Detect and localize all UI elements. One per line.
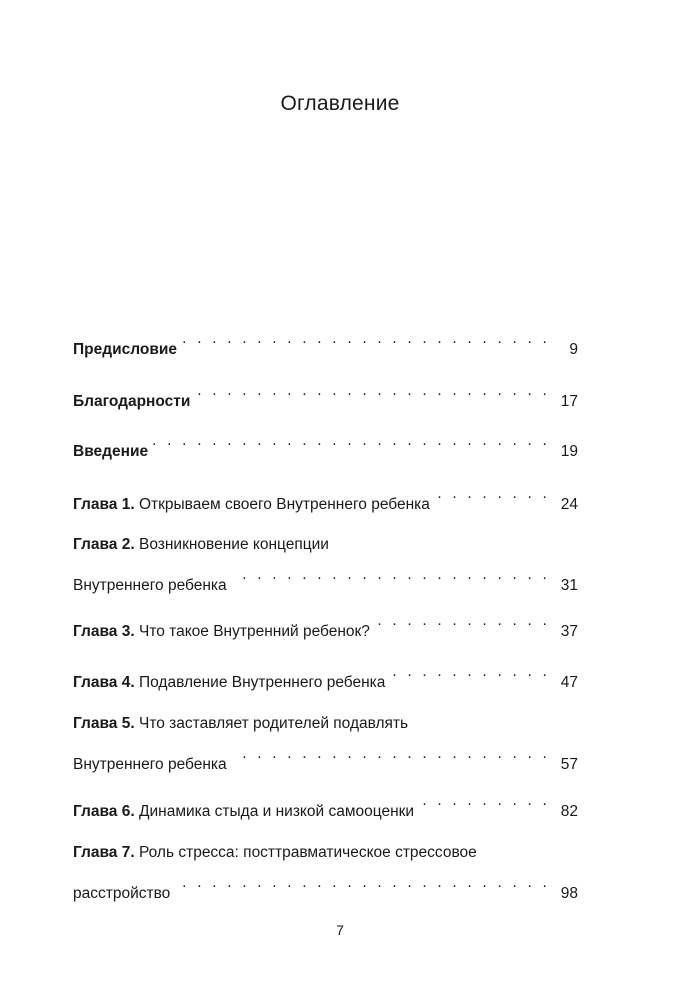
toc-entry-label: Глава 5. (73, 715, 135, 732)
toc-entry-label: Благодарности (73, 393, 191, 410)
toc-entry-chapter-7[interactable] (73, 838, 578, 909)
toc-entry-label: Глава 2. (73, 536, 135, 553)
toc-entry-title: Открываем своего Внутреннего ребенка (138, 496, 430, 513)
dot-leader (174, 868, 550, 898)
toc-page-number: 98 (560, 885, 578, 902)
dot-leader (389, 657, 550, 687)
toc-entry-label: Глава 7. (73, 844, 135, 861)
toc-page-number: 57 (560, 756, 578, 773)
dot-leader (434, 479, 550, 509)
toc-entry-label: Глава 6. (73, 803, 135, 820)
toc-page-number: 24 (560, 496, 578, 513)
toc-entry-title: Динамика стыда и низкой самооценки (138, 803, 415, 820)
toc-entry-label: Глава 1. (73, 496, 135, 513)
dot-leader (152, 426, 550, 456)
toc-page-number: 31 (560, 577, 578, 594)
toc-page-number: 9 (569, 341, 578, 358)
dot-leader (194, 376, 550, 406)
toc-entry-chapter-6[interactable] (73, 786, 578, 827)
dot-leader (181, 324, 550, 354)
toc-entry-acknowledgements[interactable] (73, 376, 578, 417)
toc-entry-chapter-3[interactable] (73, 606, 578, 647)
toc-entry-chapter-1[interactable] (73, 479, 578, 520)
toc-entry-title-continued: Внутреннего ребенка (73, 756, 227, 773)
toc-entry-label: Глава 3. (73, 623, 135, 640)
dot-leader (231, 560, 550, 590)
dot-leader (418, 786, 550, 816)
toc-entry-chapter-5[interactable] (73, 709, 578, 780)
toc-page-number: 37 (560, 623, 578, 640)
toc-page-number: 47 (560, 674, 578, 691)
toc-entry-title: Что такое Внутренний ребенок? (138, 623, 370, 640)
toc-entry-label: Введение (73, 443, 149, 460)
page-number-footer: 7 (336, 922, 344, 938)
toc-entry-title: Что заставляет родителей подавлять (138, 715, 409, 732)
toc-entry-label: Глава 4. (73, 674, 135, 691)
toc-entry-title: Возникновение концепции (138, 536, 329, 553)
dot-leader (374, 606, 550, 636)
toc-page-number: 17 (560, 393, 578, 410)
toc-entry-title-continued: расстройство (73, 885, 171, 902)
toc-entry-chapter-4[interactable] (73, 657, 578, 698)
toc-entry-preface[interactable] (73, 324, 578, 365)
toc-entry-title-continued: Внутреннего ребенка (73, 577, 227, 594)
toc-page-number: 82 (560, 803, 578, 820)
toc-entry-introduction[interactable] (73, 426, 578, 467)
toc-entry-title: Подавление Внутреннего ребенка (138, 674, 386, 691)
page-title: Оглавление (280, 92, 400, 115)
toc-entry-label: Предисловие (73, 341, 178, 358)
toc-entry-chapter-2[interactable] (73, 530, 578, 601)
toc-entry-title: Роль стресса: посттравматическое стрессовое (138, 844, 477, 861)
dot-leader (231, 739, 550, 769)
toc-page-number: 19 (560, 443, 578, 460)
